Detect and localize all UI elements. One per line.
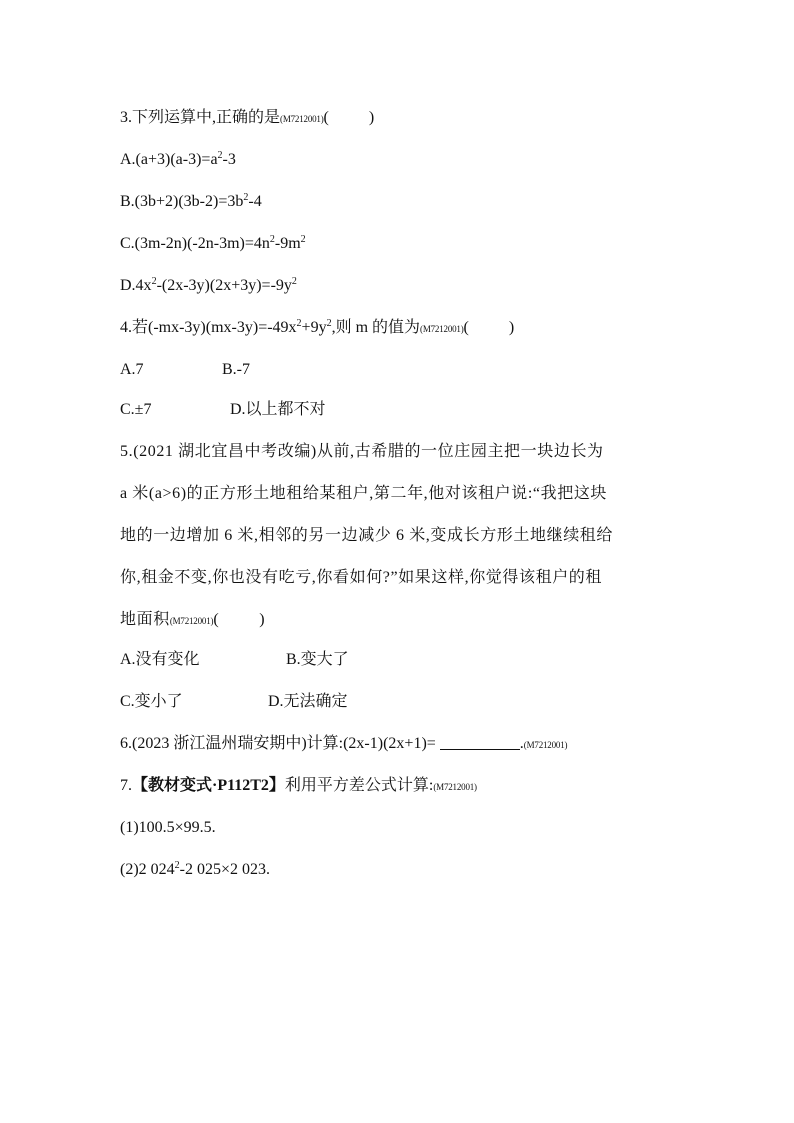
q5-options-row1 bbox=[120, 650, 349, 670]
q4-paren-close: ) bbox=[508, 319, 515, 336]
q3-paren-open: ( bbox=[323, 109, 329, 126]
q3-option-a-text: A.(a+3)(a-3)=a bbox=[120, 151, 218, 168]
q3-code: (M7212001) bbox=[280, 114, 324, 124]
q6-stem: 6.(2023 浙江温州瑞安期中)计算:(2x-1)(2x+1)= bbox=[120, 735, 436, 752]
q4-stem-mid: +9y bbox=[301, 319, 327, 336]
q3-option-c-exp2: 2 bbox=[300, 234, 306, 245]
q7-textbook-tag: 【教材变式·P112T2】 bbox=[132, 777, 285, 794]
q4-option-b: B.-7 bbox=[222, 361, 250, 378]
q4-code: (M7212001) bbox=[420, 324, 464, 334]
q5-line3: 地的一边增加 6 米,相邻的另一边减少 6 米,变成长方形土地继续租给 bbox=[120, 527, 614, 544]
q5-line2: a 米(a>6)的正方形土地租给某租户,第二年,他对该租户说:“我把这块 bbox=[120, 485, 608, 502]
q7-part2-text: (2)2 024 bbox=[120, 861, 175, 878]
q5-line5 bbox=[120, 610, 265, 631]
q4-option-c: C.±7 bbox=[120, 401, 152, 418]
q3-option-d-mid: -(2x-3y)(2x+3y)=-9y bbox=[156, 277, 292, 294]
q5-line1: 5.(2021 湖北宜昌中考改编)从前,古希腊的一位庄园主把一块边长为 bbox=[120, 443, 604, 460]
q4-options-row1 bbox=[120, 360, 250, 380]
q4-option-d: D.以上都不对 bbox=[230, 401, 326, 418]
q3-option-c bbox=[120, 234, 306, 254]
q3-stem-line bbox=[120, 108, 374, 129]
q3-option-a bbox=[120, 150, 236, 170]
q3-option-c-exp1: 2 bbox=[269, 234, 275, 245]
q4-stem-line bbox=[120, 318, 514, 339]
q7-part2-tail: -2 025×2 023. bbox=[179, 861, 271, 878]
q4-options-row2 bbox=[120, 400, 326, 420]
q3-option-b bbox=[120, 192, 262, 212]
q4-exp2: 2 bbox=[326, 318, 332, 329]
q5-code: (M7212001) bbox=[169, 616, 214, 626]
q3-option-a-tail: -3 bbox=[222, 151, 236, 168]
q5-line4: 你,租金不变,你也没有吃亏,你看如何?”如果这样,你觉得该租户的租 bbox=[120, 569, 603, 586]
q6-code: (M7212001) bbox=[523, 740, 568, 750]
q3-paren-close: ) bbox=[368, 109, 375, 126]
q4-exp1: 2 bbox=[296, 318, 302, 329]
q5-paren-close: ) bbox=[259, 611, 266, 628]
q7-part1: (1)100.5×99.5. bbox=[120, 819, 216, 836]
q7-stem-line bbox=[120, 776, 477, 797]
q3-option-d bbox=[120, 276, 297, 296]
q4-stem: 4.若(-mx-3y)(mx-3y)=-49x bbox=[120, 319, 297, 336]
q3-option-d-exp2: 2 bbox=[291, 276, 297, 287]
q3-option-a-exp: 2 bbox=[217, 150, 223, 161]
q5-option-c: C.变小了 bbox=[120, 693, 183, 710]
q3-option-c-text: C.(3m-2n)(-2n-3m)=4n bbox=[120, 235, 270, 252]
q3-option-b-exp: 2 bbox=[243, 192, 249, 203]
q6-answer-blank bbox=[440, 735, 520, 750]
q5-option-a: A.没有变化 bbox=[120, 651, 200, 668]
q3-option-b-tail: -4 bbox=[248, 193, 262, 210]
q6-period: . bbox=[519, 735, 524, 752]
q7-code: (M7212001) bbox=[433, 782, 477, 792]
q4-option-a: A.7 bbox=[120, 361, 144, 378]
q4-paren-open: ( bbox=[463, 319, 469, 336]
q3-option-d-exp1: 2 bbox=[151, 276, 157, 287]
q5-options-row2 bbox=[120, 692, 348, 712]
q3-stem: 3.下列运算中,正确的是 bbox=[120, 109, 281, 126]
q3-option-d-text: D.4x bbox=[120, 277, 152, 294]
q6-line bbox=[120, 734, 567, 755]
q7-stem: 利用平方差公式计算: bbox=[284, 777, 434, 794]
q3-option-b-text: B.(3b+2)(3b-2)=3b bbox=[120, 193, 244, 210]
q5-option-b: B.变大了 bbox=[286, 651, 349, 668]
q7-part2 bbox=[120, 860, 270, 880]
q5-line5-text: 地面积 bbox=[120, 611, 170, 628]
q3-option-c-mid: -9m bbox=[274, 235, 301, 252]
q7-part2-exp: 2 bbox=[174, 860, 180, 871]
q5-option-d: D.无法确定 bbox=[268, 693, 348, 710]
q7-number: 7. bbox=[120, 777, 132, 794]
q5-paren-open: ( bbox=[213, 611, 220, 628]
q4-stem-tail: ,则 m 的值为 bbox=[331, 319, 421, 336]
